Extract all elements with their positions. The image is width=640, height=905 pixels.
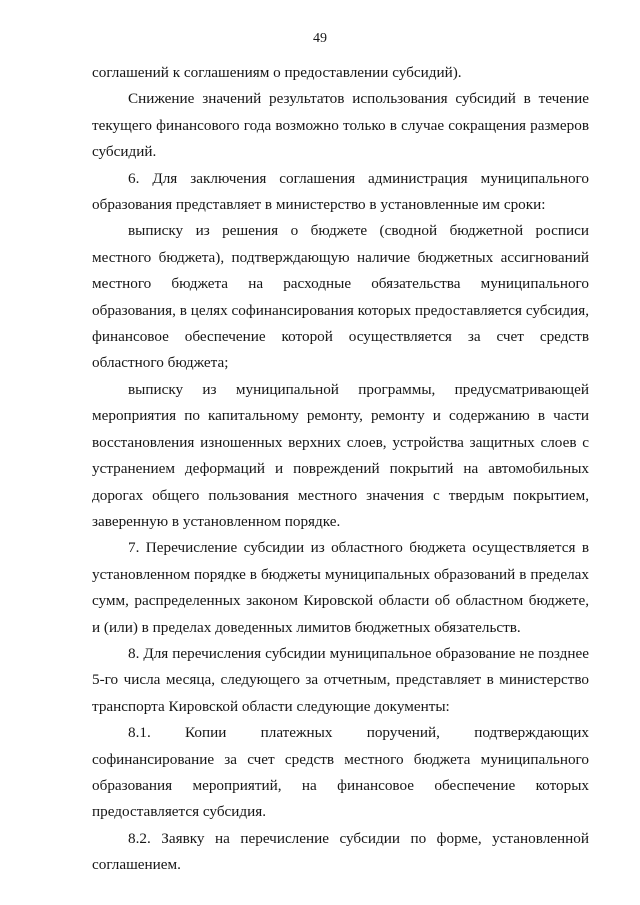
paragraph-program-extract: выписку из муниципальной программы, предусматривающей мероприятия по капитальному ремонту, ремонту и содержанию в части восстановления изношенных верхних слоев, устройства защитных слоев с устранением деформаций и повреждений покрытий на автомобильных дорогах общего пользования местного значения с твердым покрытием, заверенную в установленном порядке.	[92, 380, 589, 530]
paragraph-item-8-2: 8.2. Заявку на перечисление субсидии по форме, установленной соглашением.	[92, 829, 589, 874]
document-body	[92, 60, 589, 879]
paragraph-results-reduction: Снижение значений результатов использования субсидий в течение текущего финансового года возможно только в случае сокращения размеров субсидий.	[92, 90, 589, 161]
paragraph-item-8-1: 8.1. Копии платежных поручений, подтверждающих софинансирование за счет средств местного бюджета муниципального образования мероприятий, на финансовое обеспечение которых предоставляется субсидия.	[92, 724, 589, 821]
paragraph-item-7: 7. Перечисление субсидии из областного бюджета осуществляется в установленном порядке в бюджеты муниципальных образований в пределах сумм, распределенных законом Кировской области об областном бюджете, и (или) в пределах доведенных лимитов бюджетных обязательств.	[92, 539, 589, 636]
paragraph-continuation: соглашений к соглашениям о предоставлении субсидий).	[92, 64, 462, 81]
page-number: 49	[313, 31, 327, 46]
paragraph-item-8: 8. Для перечисления субсидии муниципальное образование не позднее 5-го числа месяца, следующего за отчетным, представляет в министерство транспорта Кировской области следующие документы:	[92, 644, 589, 715]
paragraph-item-6: 6. Для заключения соглашения администрация муниципального образования представляет в министерство в установленные им сроки:	[92, 169, 589, 214]
paragraph-budget-extract: выписку из решения о бюджете (сводной бюджетной росписи местного бюджета), подтверждающую наличие бюджетных ассигнований местного бюджета на расходные обязательства муниципального образования, в целях софинансирования которых предоставляется субсидия, финансовое обеспечение которой осуществляется за счет средств областного бюджета;	[92, 222, 589, 372]
